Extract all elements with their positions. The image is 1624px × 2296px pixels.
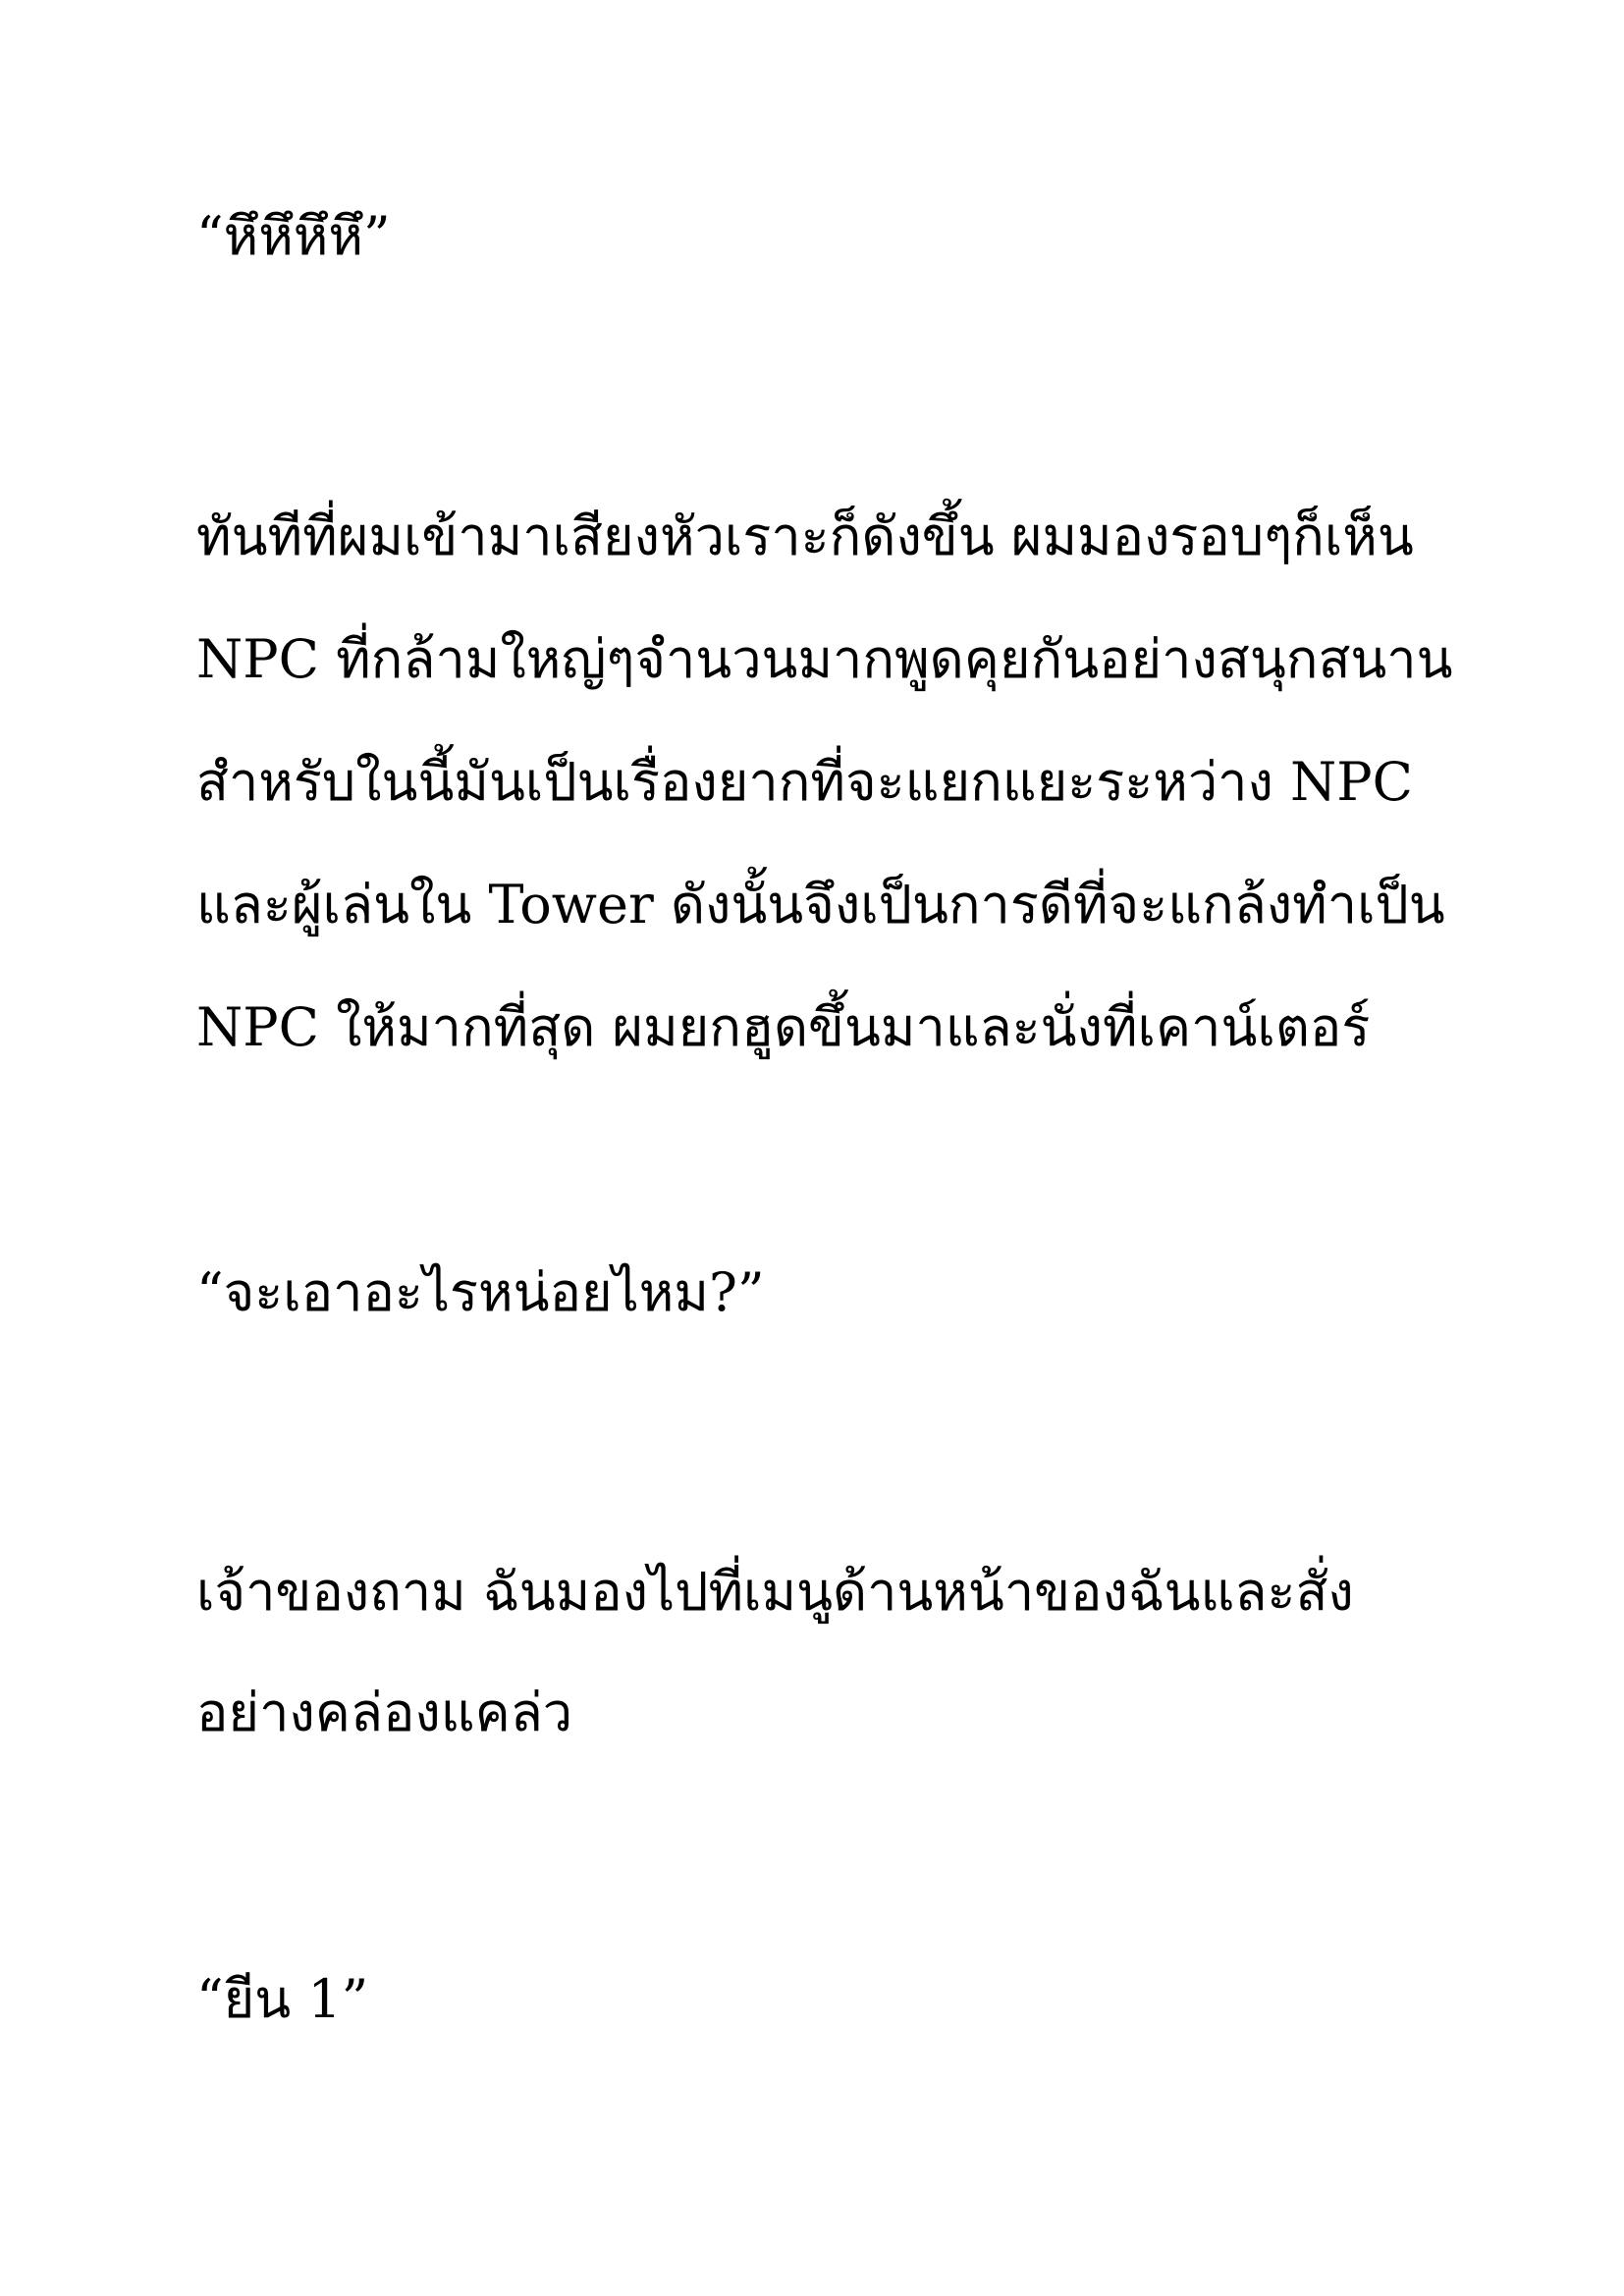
- paragraph-line: NPC ที่กล้ามใหญ่ๆจำนวนมากพูดคุยกันอย่างสนุกสนาน: [196, 628, 1453, 690]
- paragraph-line: NPC ให้มากที่สุด ผมยกฮูดขึ้นมาและนั่งที่เคาน์เตอร์: [196, 996, 1371, 1058]
- dialogue-order: “ยีน 1”: [196, 1968, 369, 2030]
- dialogue-laugh: “หึหึหึหึ”: [196, 205, 391, 267]
- paragraph-line: สำหรับในนี้มันเป็นเรื่องยากที่จะแยกแยะระหว่าง NPC: [196, 751, 1413, 813]
- paragraph-line: เจ้าของถาม ฉันมองไปที่เมนูด้านหน้าของฉันและสั่ง: [196, 1561, 1354, 1623]
- paragraph-line: ทันทีที่ผมเข้ามาเสียงหัวเราะก็ดังขึ้น ผมมองรอบๆก็เห็น: [196, 506, 1414, 567]
- paragraph-line: อย่างคล่องแคล่ว: [196, 1682, 573, 1743]
- paragraph-line: และผู้เล่นใน Tower ดังนั้นจึงเป็นการดีที่จะแกล้งทำเป็น: [196, 874, 1445, 935]
- dialogue-question: “จะเอาอะไรหน่อยไหม?”: [196, 1261, 765, 1323]
